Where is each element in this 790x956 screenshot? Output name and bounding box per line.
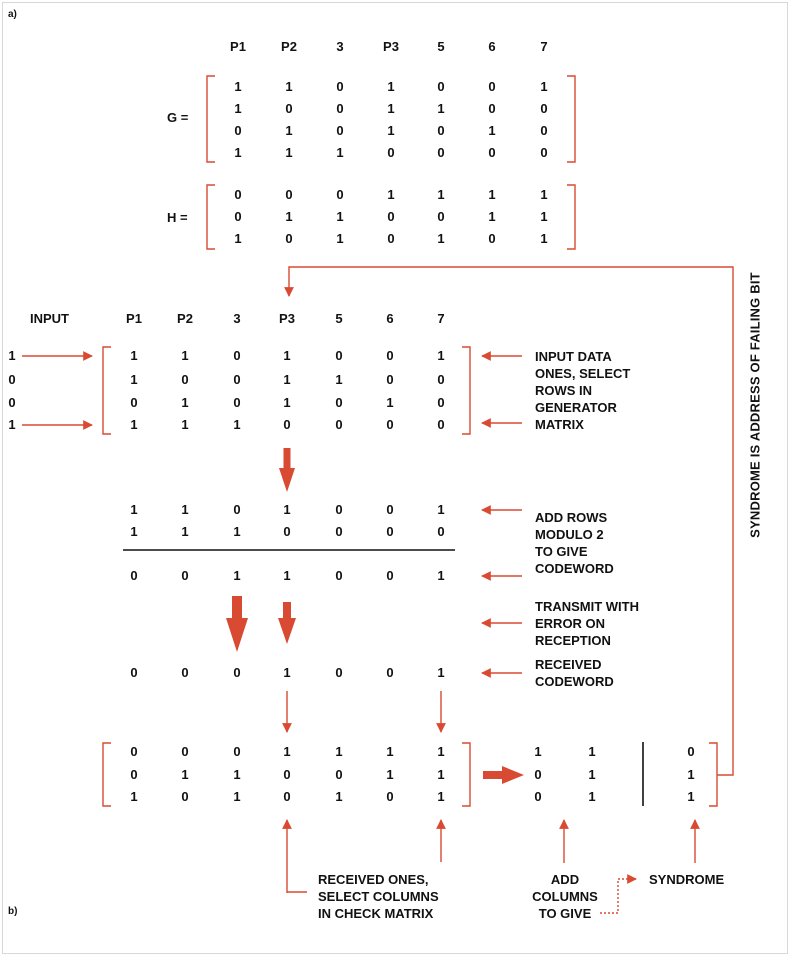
column-header: P3	[383, 39, 399, 54]
column-header: 7	[540, 39, 548, 54]
note-add-columns-line: ADD	[550, 872, 580, 887]
received-cell: 0	[386, 665, 394, 680]
matrix-g-cell: 1	[387, 79, 395, 94]
column-header: 3	[336, 39, 344, 54]
generator-cell: 0	[181, 372, 189, 387]
matrix-h-bracket-right	[567, 185, 575, 249]
note-received-ones-line: IN CHECK MATRIX	[318, 906, 434, 921]
selected-row-cell: 1	[181, 502, 189, 517]
note-received-ones-line: SELECT COLUMNS	[318, 889, 439, 904]
selected-row-cell: 1	[233, 524, 241, 539]
matrix-h-cell: 0	[387, 209, 395, 224]
received-cell: 0	[181, 665, 189, 680]
matrix-g-cell: 1	[285, 123, 293, 138]
selected-row-cell: 0	[283, 524, 291, 539]
check-matrix-cell: 1	[437, 767, 445, 782]
matrix-g-cell: 1	[488, 123, 496, 138]
generator-cell: 1	[181, 417, 189, 432]
matrix-h-cell: 1	[488, 187, 496, 202]
codeword-cell: 0	[130, 568, 138, 583]
matrix-g-cell: 0	[488, 79, 496, 94]
generator-cell: 0	[335, 395, 343, 410]
matrix-g-cell: 1	[234, 101, 242, 116]
selected-row-cell: 1	[437, 502, 445, 517]
panel-label-b: b)	[8, 906, 18, 917]
note-input-data-line: MATRIX	[535, 417, 584, 432]
note-transmit-line: RECEPTION	[535, 633, 611, 648]
column-header: 6	[488, 39, 496, 54]
matrix-g-cell: 1	[387, 101, 395, 116]
generator-cell: 0	[386, 372, 394, 387]
syndrome-cell: 1	[687, 789, 695, 804]
generator-cell: 1	[437, 348, 445, 363]
matrix-h-cell: 1	[540, 187, 548, 202]
generator-cell: 0	[233, 372, 241, 387]
selected-column-cell: 0	[534, 789, 542, 804]
check-matrix-cell: 1	[437, 789, 445, 804]
received-cell: 0	[233, 665, 241, 680]
matrix-h-cell: 0	[234, 187, 242, 202]
check-matrix-cell: 0	[335, 767, 343, 782]
matrix-h-cell: 1	[540, 209, 548, 224]
column-header: P1	[230, 39, 246, 54]
panel-label-a: a)	[8, 9, 17, 20]
generator-cell: 0	[386, 348, 394, 363]
feedback-path	[289, 267, 733, 775]
matrix-g-cell: 0	[336, 79, 344, 94]
matrix-g-bracket-right	[567, 76, 575, 162]
input-value: 0	[8, 395, 16, 410]
generator-cell: 1	[130, 417, 138, 432]
check-matrix-cell: 1	[283, 744, 291, 759]
note-received-line: CODEWORD	[535, 674, 614, 689]
check-matrix-cell: 1	[386, 767, 394, 782]
generator-cell: 0	[335, 348, 343, 363]
note-add-rows-line: TO GIVE	[535, 544, 588, 559]
check-matrix-cell: 0	[283, 767, 291, 782]
selected-column-cell: 1	[588, 789, 596, 804]
column-header: 5	[437, 39, 445, 54]
check-matrix-cell: 1	[130, 789, 138, 804]
selected-row-cell: 1	[283, 502, 291, 517]
matrix-h-cell: 0	[285, 231, 293, 246]
generator-bracket-left	[103, 347, 111, 434]
selected-row-cell: 1	[181, 524, 189, 539]
received-cell: 1	[437, 665, 445, 680]
selected-column-cell: 0	[534, 767, 542, 782]
matrix-g-cell: 0	[437, 123, 445, 138]
matrix-h-cell: 0	[387, 231, 395, 246]
matrix-g-cell: 1	[234, 145, 242, 160]
matrix-g-cell: 0	[336, 123, 344, 138]
matrix-h-cell: 1	[488, 209, 496, 224]
matrix-g-cell: 1	[387, 123, 395, 138]
matrix-g-cell: 0	[488, 101, 496, 116]
check-matrix-cell: 0	[181, 744, 189, 759]
codeword-cell: 0	[335, 568, 343, 583]
generator-cell: 1	[386, 395, 394, 410]
selected-row-cell: 0	[386, 524, 394, 539]
matrix-h-bracket-left	[207, 185, 215, 249]
matrix-h-cell: 1	[387, 187, 395, 202]
matrix-h-label: H =	[167, 210, 188, 225]
codeword-cell: 1	[233, 568, 241, 583]
selected-row-cell: 0	[335, 502, 343, 517]
matrix-g-cell: 1	[540, 79, 548, 94]
input-value: 0	[8, 372, 16, 387]
column-header: P2	[177, 311, 193, 326]
matrix-g-cell: 0	[387, 145, 395, 160]
generator-cell: 1	[181, 395, 189, 410]
input-value: 1	[8, 348, 16, 363]
selected-row-cell: 0	[335, 524, 343, 539]
check-matrix-cell: 1	[181, 767, 189, 782]
generator-cell: 0	[233, 348, 241, 363]
matrix-g-cell: 0	[540, 145, 548, 160]
generator-cell: 1	[283, 395, 291, 410]
matrix-h-cell: 1	[540, 231, 548, 246]
check-matrix-cell: 0	[130, 767, 138, 782]
matrix-g-cell: 1	[285, 145, 293, 160]
generator-cell: 1	[233, 417, 241, 432]
note-received-line: RECEIVED	[535, 657, 602, 672]
column-header: 6	[386, 311, 394, 326]
matrix-h-cell: 1	[437, 231, 445, 246]
generator-cell: 0	[283, 417, 291, 432]
matrix-h-cell: 1	[336, 209, 344, 224]
generator-cell: 0	[437, 372, 445, 387]
error-arrow	[226, 596, 248, 652]
codeword-cell: 0	[386, 568, 394, 583]
matrix-g-cell: 1	[285, 79, 293, 94]
column-header: P3	[279, 311, 295, 326]
column-header: 5	[335, 311, 343, 326]
transmit-arrow	[278, 602, 296, 644]
note-add-rows-line: ADD ROWS	[535, 510, 608, 525]
matrix-h-cell: 0	[437, 209, 445, 224]
generator-cell: 1	[130, 348, 138, 363]
syndrome-cell: 1	[687, 767, 695, 782]
note-transmit-line: ERROR ON	[535, 616, 606, 631]
generator-cell: 1	[283, 372, 291, 387]
generator-cell: 1	[130, 372, 138, 387]
note-input-data-line: GENERATOR	[535, 400, 617, 415]
generator-cell: 1	[181, 348, 189, 363]
received-cell: 0	[335, 665, 343, 680]
check-matrix-cell: 0	[386, 789, 394, 804]
codeword-cell: 1	[437, 568, 445, 583]
check-matrix-cell: 1	[386, 744, 394, 759]
generator-cell: 0	[437, 417, 445, 432]
matrix-g-cell: 0	[488, 145, 496, 160]
note-add-columns-line: COLUMNS	[532, 889, 598, 904]
received-cell: 1	[283, 665, 291, 680]
matrix-g-cell: 1	[234, 79, 242, 94]
selected-column-cell: 1	[588, 744, 596, 759]
column-header: P1	[126, 311, 142, 326]
check-matrix-cell: 1	[233, 767, 241, 782]
matrix-h-cell: 1	[336, 231, 344, 246]
column-header: P2	[281, 39, 297, 54]
generator-cell: 1	[283, 348, 291, 363]
note-input-data-line: ROWS IN	[535, 383, 593, 398]
check-matrix-cell: 0	[233, 744, 241, 759]
matrix-g-cell: 0	[336, 101, 344, 116]
column-header: 7	[437, 311, 445, 326]
matrix-h-cell: 0	[234, 209, 242, 224]
input-value: 1	[8, 417, 16, 432]
matrix-g-cell: 1	[437, 101, 445, 116]
generator-cell: 0	[130, 395, 138, 410]
matrix-g-bracket-left	[207, 76, 215, 162]
matrix-g-cell: 0	[437, 145, 445, 160]
note-syndrome-label: SYNDROME	[649, 872, 725, 887]
note-input-data-line: ONES, SELECT	[535, 366, 631, 381]
check-matrix-cell: 1	[437, 744, 445, 759]
note-input-data-line: INPUT DATA	[535, 349, 612, 364]
check-matrix-cell: 0	[130, 744, 138, 759]
check-matrix-cell: 1	[335, 744, 343, 759]
matrix-g-cell: 0	[437, 79, 445, 94]
note-syndrome-address: SYNDROME IS ADDRESS OF FAILING BIT	[747, 272, 763, 538]
matrix-h-cell: 0	[285, 187, 293, 202]
note-add-columns-line: TO GIVE	[538, 906, 592, 921]
input-header: INPUT	[30, 311, 69, 326]
generator-bracket-right	[462, 347, 470, 434]
generator-cell: 1	[335, 372, 343, 387]
generator-cell: 0	[233, 395, 241, 410]
syndrome-cell: 0	[687, 744, 695, 759]
column-header: 3	[233, 311, 241, 326]
check-matrix-cell: 0	[181, 789, 189, 804]
matrix-h-cell: 0	[336, 187, 344, 202]
check-matrix-cell: 1	[335, 789, 343, 804]
note-received-ones-line: RECEIVED ONES,	[318, 872, 429, 887]
matrix-h-cell: 0	[488, 231, 496, 246]
dotted-connector	[600, 879, 636, 913]
codeword-cell: 0	[181, 568, 189, 583]
generator-cell: 0	[386, 417, 394, 432]
matrix-g-cell: 0	[234, 123, 242, 138]
check-bracket-left	[103, 743, 111, 806]
matrix-g-cell: 0	[540, 123, 548, 138]
note-add-rows-line: CODEWORD	[535, 561, 614, 576]
check-matrix-cell: 1	[233, 789, 241, 804]
note-transmit-line: TRANSMIT WITH	[535, 599, 639, 614]
selected-row-cell: 0	[437, 524, 445, 539]
selected-row-cell: 0	[233, 502, 241, 517]
generator-cell: 0	[335, 417, 343, 432]
received-cell: 0	[130, 665, 138, 680]
selected-column-cell: 1	[588, 767, 596, 782]
note-add-rows-line: MODULO 2	[535, 527, 604, 542]
matrix-h-cell: 1	[437, 187, 445, 202]
selected-row-cell: 1	[130, 502, 138, 517]
generator-cell: 0	[437, 395, 445, 410]
matrix-g-label: G =	[167, 110, 189, 125]
check-matrix-cell: 0	[283, 789, 291, 804]
matrix-g-cell: 0	[540, 101, 548, 116]
matrix-h-cell: 1	[285, 209, 293, 224]
selected-row-cell: 0	[386, 502, 394, 517]
selected-column-cell: 1	[534, 744, 542, 759]
down-arrow-to-rows	[279, 448, 295, 492]
matrix-h-cell: 1	[234, 231, 242, 246]
selected-row-cell: 1	[130, 524, 138, 539]
check-bracket-right	[462, 743, 470, 806]
matrix-g-cell: 1	[336, 145, 344, 160]
matrix-g-cell: 0	[285, 101, 293, 116]
codeword-cell: 1	[283, 568, 291, 583]
